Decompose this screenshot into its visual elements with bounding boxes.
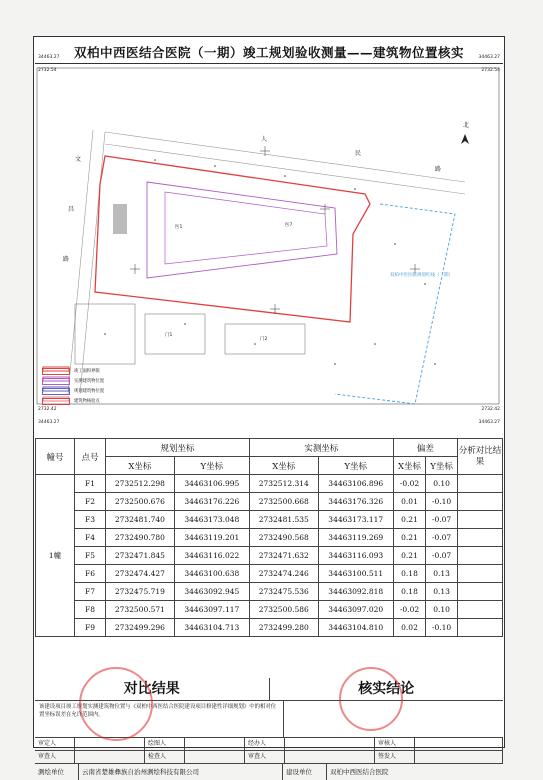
table-cell: 2732512.314 xyxy=(249,475,318,493)
analysis-cell xyxy=(458,493,503,511)
page-title: 双柏中西医结合医院（一期）竣工规划验收测量——建筑物位置核实 xyxy=(73,45,464,60)
table-cell: -0.07 xyxy=(426,547,458,565)
road-label-n3: 路 xyxy=(435,166,442,173)
table-cell: 34463092.945 xyxy=(174,583,249,601)
building-label-b: 医7 xyxy=(285,223,293,228)
sig-label-auditor: 审查人 xyxy=(245,751,285,764)
sig-label-reviewer: 审核人 xyxy=(375,738,415,751)
table-cell: 0.13 xyxy=(426,583,458,601)
table-cell: 0.18 xyxy=(393,583,425,601)
table-cell: F9 xyxy=(75,619,106,637)
table-cell: F6 xyxy=(75,565,106,583)
survey-sheet xyxy=(33,36,505,776)
th-building: 幢号 xyxy=(36,439,75,475)
table-cell: -0.07 xyxy=(426,529,458,547)
sig-label-approver: 审查人 xyxy=(35,751,75,764)
hospital-seal xyxy=(339,667,403,731)
table-cell: 34463104.810 xyxy=(318,619,393,637)
table-row xyxy=(36,529,503,547)
analysis-cell xyxy=(458,511,503,529)
unit-label: 测绘单位 xyxy=(35,764,79,780)
table-cell: 34463116.093 xyxy=(318,547,393,565)
table-row xyxy=(36,565,503,583)
building-label-a: 医1 xyxy=(175,225,183,230)
unit-row xyxy=(35,764,503,780)
table-cell: 2732500.668 xyxy=(249,493,318,511)
table-cell: 2732471.632 xyxy=(249,547,318,565)
th-actual: 实测坐标 xyxy=(249,439,393,457)
north-label: 北 xyxy=(462,122,469,129)
table-cell: F7 xyxy=(75,583,106,601)
table-cell: F4 xyxy=(75,529,106,547)
table-cell: -0.10 xyxy=(426,493,458,511)
analysis-cell xyxy=(458,619,503,637)
th-point: 点号 xyxy=(75,439,106,475)
analysis-cell xyxy=(458,583,503,601)
map-legend xyxy=(42,366,104,406)
table-row xyxy=(36,547,503,565)
table-cell: 2732475.536 xyxy=(249,583,318,601)
table-cell: 2732481.535 xyxy=(249,511,318,529)
table-cell: 2732500.571 xyxy=(106,601,175,619)
corner-coord-tl: 34463.27 xyxy=(38,55,60,60)
builder-name: 双柏中西医结合医院 xyxy=(330,768,389,776)
legend-item: 竣工面积界限 xyxy=(42,366,104,376)
table-cell: 2732499.280 xyxy=(249,619,318,637)
company-seal xyxy=(79,667,153,741)
sig-label-signer: 签发人 xyxy=(375,751,415,764)
corner-coord-bl: 34463.27 xyxy=(38,420,60,425)
sig-label-handler: 经办人 xyxy=(245,738,285,751)
table-cell: -0.07 xyxy=(426,511,458,529)
site-map-drawing xyxy=(35,64,503,438)
table-cell: 34463092.818 xyxy=(318,583,393,601)
table-cell: 34463173.117 xyxy=(318,511,393,529)
table-cell: 0.10 xyxy=(426,475,458,493)
road-label-w2: 昌 xyxy=(68,206,75,213)
table-row xyxy=(36,493,503,511)
analysis-cell xyxy=(458,565,503,583)
sig-label-checker: 检查人 xyxy=(145,751,185,764)
table-cell: 0.21 xyxy=(393,547,425,565)
th-diff-x: X坐标 xyxy=(393,457,425,475)
th-diff: 偏差 xyxy=(393,439,457,457)
table-cell: 34463119.201 xyxy=(174,529,249,547)
table-cell: 2732471.845 xyxy=(106,547,175,565)
sig-name-auditor xyxy=(285,751,375,764)
compare-title: 对比结果 xyxy=(35,678,270,700)
table-row xyxy=(36,601,503,619)
table-cell: 34463106.995 xyxy=(174,475,249,493)
builder-label: 建设单位 xyxy=(283,764,327,780)
table-cell: 34463104.713 xyxy=(174,619,249,637)
sig-label-drawer: 审定人 xyxy=(35,738,75,751)
building-label-c: 门1 xyxy=(165,333,173,338)
corner-coord-bl-left: 2732.42 xyxy=(38,407,57,412)
table-cell: 34463097.117 xyxy=(174,601,249,619)
table-cell: 34463173.048 xyxy=(174,511,249,529)
corner-coord-br-right: 2732.42 xyxy=(481,407,500,412)
road-label-w1: 文 xyxy=(75,156,82,163)
sig-name-reviewer xyxy=(415,738,503,751)
analysis-cell xyxy=(458,529,503,547)
building-label-d: 门2 xyxy=(260,337,268,342)
table-row xyxy=(36,511,503,529)
table-cell: 0.10 xyxy=(426,601,458,619)
corner-coord-tl-left: 2732.54 xyxy=(38,68,57,73)
table-cell: -0.10 xyxy=(426,619,458,637)
sig-label-drawing: 绘图人 xyxy=(145,738,185,751)
table-cell: -0.02 xyxy=(393,601,425,619)
road-label-n1: 人 xyxy=(261,136,268,143)
th-analysis: 分析对比结果 xyxy=(458,439,503,475)
table-cell: 2732490.780 xyxy=(106,529,175,547)
table-cell: 34463106.896 xyxy=(318,475,393,493)
table-cell: F5 xyxy=(75,547,106,565)
site-map xyxy=(35,55,503,439)
table-cell: F1 xyxy=(75,475,106,493)
table-row xyxy=(36,475,503,493)
signature-grid xyxy=(35,738,503,764)
sig-name-approver xyxy=(75,751,145,764)
unit-name: 云南省楚雄彝族自治州测绘科技有限公司 xyxy=(79,764,283,780)
table-cell: 2732500.586 xyxy=(249,601,318,619)
table-cell: 0.01 xyxy=(393,493,425,511)
table-cell: F2 xyxy=(75,493,106,511)
table-cell: 0.18 xyxy=(393,565,425,583)
sig-name-checker xyxy=(185,751,245,764)
corner-coord-tr: 34463.27 xyxy=(478,55,500,60)
verify-title: 核实结论 xyxy=(358,681,415,697)
sig-name-handler xyxy=(285,738,375,751)
table-cell: 2732499.296 xyxy=(106,619,175,637)
legend-item: 规划建筑物位置 xyxy=(42,386,104,396)
table-cell: 34463119.269 xyxy=(318,529,393,547)
table-cell: 0.13 xyxy=(426,565,458,583)
th-plan-y: Y坐标 xyxy=(174,457,249,475)
table-row xyxy=(36,619,503,637)
table-cell: 2732512.298 xyxy=(106,475,175,493)
sig-name-drawing xyxy=(185,738,245,751)
table-cell: 0.02 xyxy=(393,619,425,637)
table-cell: 2732475.719 xyxy=(106,583,175,601)
th-diff-y: Y坐标 xyxy=(426,457,458,475)
th-plan-x: X坐标 xyxy=(106,457,175,475)
analysis-cell xyxy=(458,475,503,493)
table-cell: 2732474.246 xyxy=(249,565,318,583)
th-plan: 规划坐标 xyxy=(106,439,250,457)
compare-text: 该建设项目竣工规划实测建筑物位置与《双柏中西医结合医院建设项目修建性详细规划》中的相对位置坐标误差在允许范围内。 xyxy=(35,701,284,737)
sig-name-signer xyxy=(415,751,503,764)
th-actual-x: X坐标 xyxy=(249,457,318,475)
analysis-cell xyxy=(458,601,503,619)
table-cell: 34463100.511 xyxy=(318,565,393,583)
table-cell: 0.21 xyxy=(393,511,425,529)
corner-coord-br: 34463.27 xyxy=(478,420,500,425)
coordinate-table xyxy=(35,438,503,637)
table-cell: 34463116.022 xyxy=(174,547,249,565)
table-cell: 2732500.676 xyxy=(106,493,175,511)
analysis-cell xyxy=(458,547,503,565)
table-cell: 0.21 xyxy=(393,529,425,547)
table-cell: 34463100.638 xyxy=(174,565,249,583)
table-cell: 34463097.020 xyxy=(318,601,393,619)
table-cell: -0.02 xyxy=(393,475,425,493)
table-cell: F8 xyxy=(75,601,106,619)
legend-item: 建筑物核验点 xyxy=(42,396,104,406)
table-cell: 2732481.740 xyxy=(106,511,175,529)
table-cell: 34463176.326 xyxy=(318,493,393,511)
plan-note: 双柏中医医院规划红线（二期） xyxy=(390,273,453,278)
building-cell: 1幢 xyxy=(36,475,75,637)
table-cell: 2732490.568 xyxy=(249,529,318,547)
th-actual-y: Y坐标 xyxy=(318,457,393,475)
road-label-w3: 路 xyxy=(63,256,70,263)
table-cell: 34463176.226 xyxy=(174,493,249,511)
legend-item: 实测建筑物位置 xyxy=(42,376,104,386)
corner-coord-tr-right: 2732.54 xyxy=(481,68,500,73)
table-cell: 2732474.427 xyxy=(106,565,175,583)
road-label-n2: 民 xyxy=(355,150,362,157)
table-row xyxy=(36,583,503,601)
table-cell: F3 xyxy=(75,511,106,529)
